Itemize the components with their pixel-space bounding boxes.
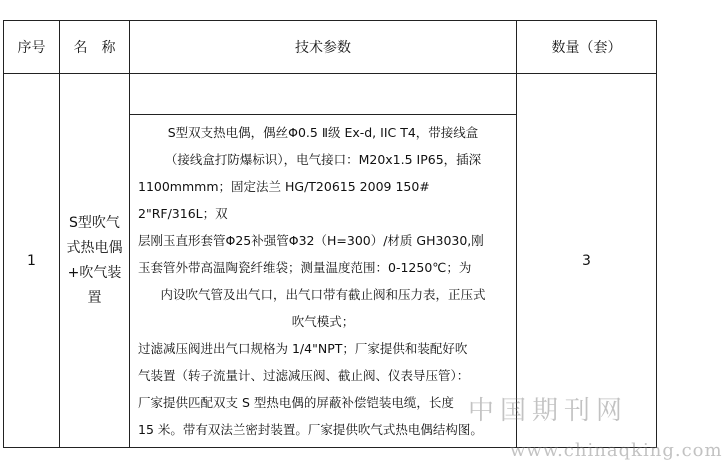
- row-name-line: 式热电偶: [66, 239, 123, 256]
- params-inner: [130, 74, 516, 447]
- spec-line: 吹气模式；: [291, 314, 355, 329]
- row-name-line: +吹气装: [67, 264, 122, 281]
- spec-line: S型双支热电偶，偶丝Φ0.5 Ⅱ级 Ex-d, IIC T4，带接线盒: [167, 125, 479, 140]
- spec-line: 厂家提供匹配双支 S 型热电偶的屏蔽补偿铠装电缆，长度: [138, 395, 454, 410]
- params-empty-subrow: [130, 74, 516, 115]
- row-name: [60, 74, 130, 448]
- params-text: [130, 115, 516, 447]
- spec-line: 15 米。带有双法兰密封装置。厂家提供吹气式热电偶结构图。: [138, 422, 483, 437]
- spec-line: （接线盒打防爆标识），电气接口：M20x1.5 IP65，插深: [164, 152, 482, 167]
- spec-line: 1100mmmm；固定法兰 HG/T20615 2009 150# 2"RF/316L；双: [138, 179, 430, 221]
- watermark-cn: 中国期刊网: [468, 396, 629, 426]
- header-index: 序号: [4, 21, 60, 74]
- row-qty: 3: [517, 74, 657, 448]
- spec-line: 层刚玉直形套管Φ25补强管Φ32（H=300）/材质 GH3030,刚: [138, 233, 484, 248]
- header-params: 技术参数: [130, 21, 517, 74]
- spec-table: [3, 20, 657, 448]
- row-name-line: S型吹气: [69, 214, 120, 231]
- spec-line: 气装置（转子流量计、过滤减压阀、截止阀、仪表导压管）：: [138, 368, 470, 383]
- header-name: 名 称: [60, 21, 130, 74]
- row-name-line: 置: [87, 289, 102, 306]
- spec-line: 过滤减压阀进出气口规格为 1/4"NPT；厂家提供和装配好吹: [138, 341, 468, 356]
- header-row: [4, 21, 657, 74]
- row-index: 1: [4, 74, 60, 448]
- header-qty: 数量（套）: [517, 21, 657, 74]
- row-params: [130, 74, 517, 448]
- spec-line: 内设吹气管及出气口，出气口带有截止阀和压力表，正压式: [160, 287, 486, 302]
- spec-line: 玉套管外带高温陶瓷纤维袋；测量温度范围：0-1250℃；为: [138, 260, 472, 275]
- table-row: [4, 74, 657, 448]
- watermark-url: www.chinaqking.com: [510, 440, 723, 461]
